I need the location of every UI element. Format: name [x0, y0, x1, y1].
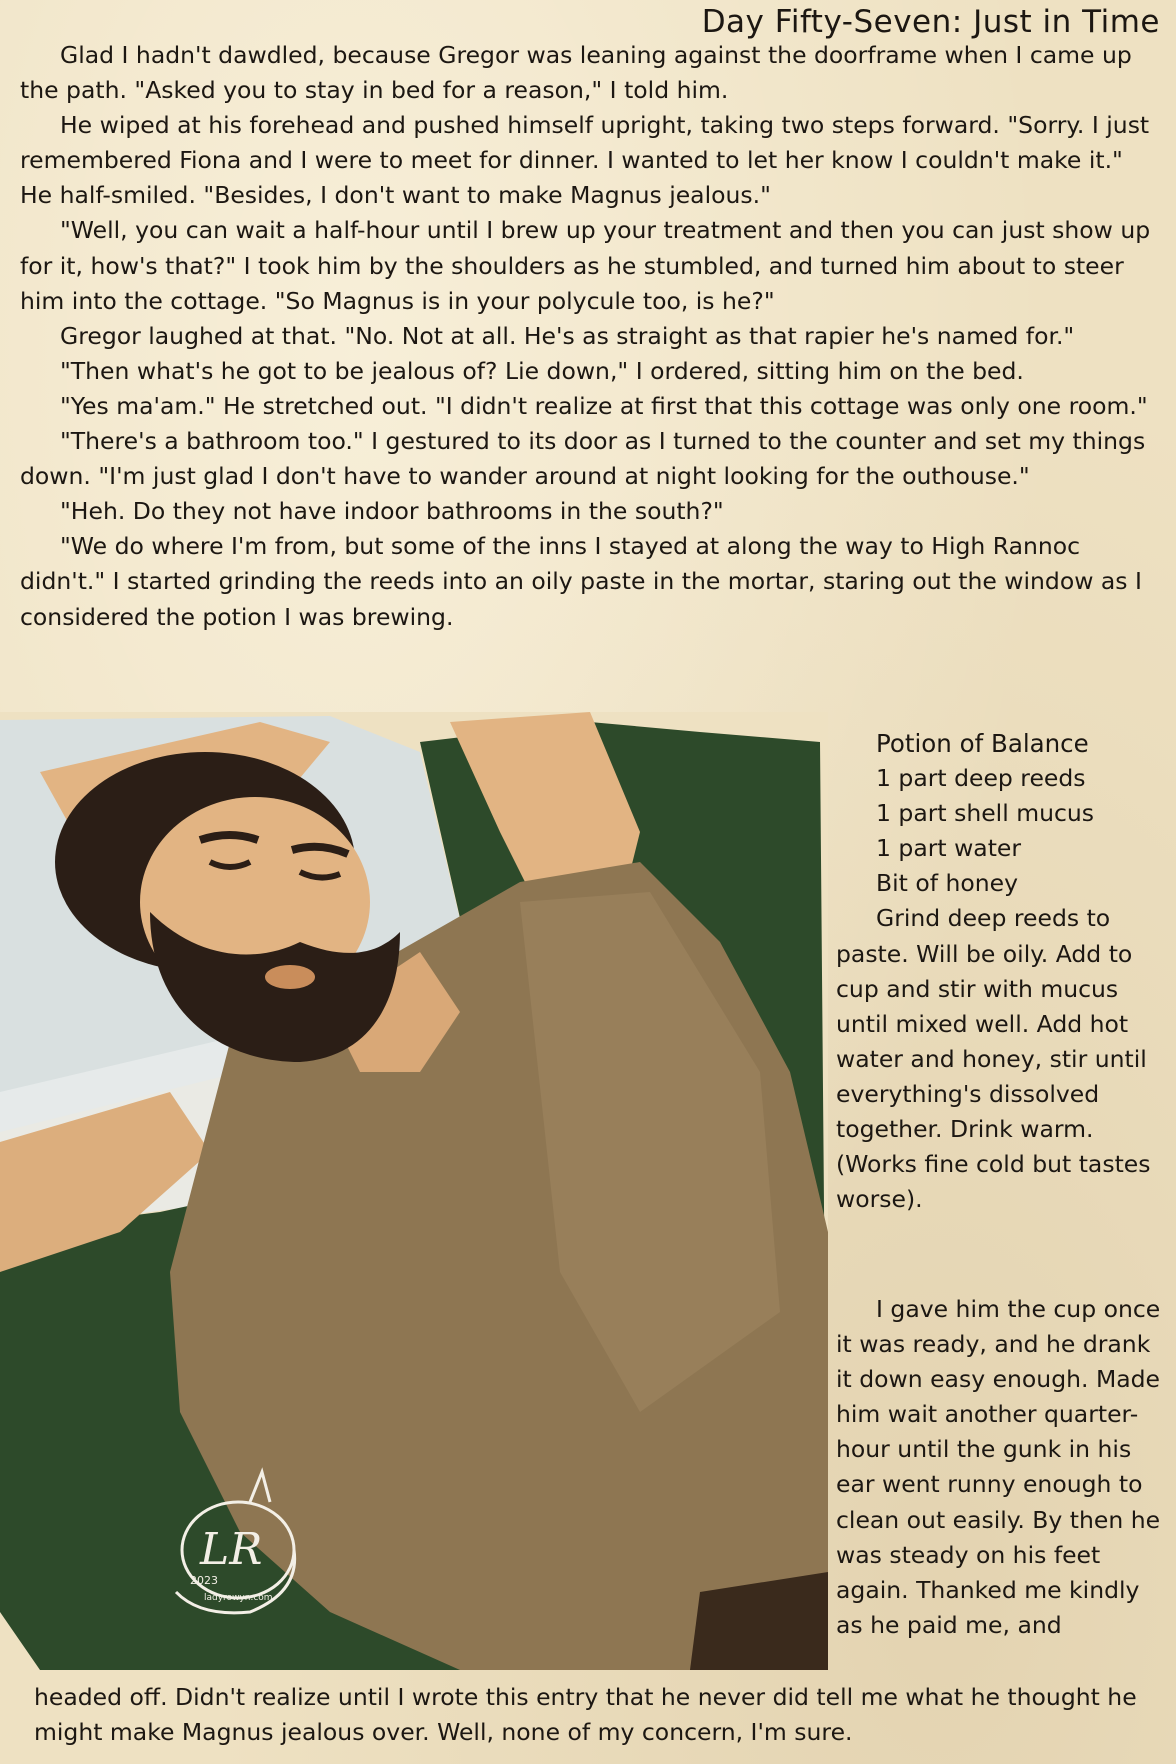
- recipe-instructions: Grind deep reeds to paste. Will be oily. Add to cup and stir with mucus until mixed well. Add hot water and honey, stir until everything's dissolved together. Drink warm. (Works fine cold but tastes worse).: [836, 904, 1151, 1214]
- signature-year: 2023: [190, 1574, 218, 1587]
- illustration-resting-man: [0, 712, 828, 1670]
- painting: [0, 712, 828, 1670]
- recipe-ingredient: 1 part water: [876, 834, 1022, 863]
- signature-site: ladyrowyn.com: [204, 1593, 273, 1603]
- signature-initials: LR: [200, 1524, 263, 1575]
- story-paragraph: "There's a bathroom too." I gestured to its door as I turned to the counter and set my things down. "I'm just glad I don't have to wander around at night looking for the outhouse.": [20, 427, 1146, 491]
- story-paragraph: "We do where I'm from, but some of the inns I stayed at along the way to High Rannoc didn't." I started grinding the reeds into an oily paste in the mortar, staring out the window as I considered the potion I was brewing.: [20, 532, 1142, 631]
- after-paragraph: I gave him the cup once it was ready, and he drank it down easy enough. Made him wait another quarter-hour until the gunk in his ear went runny enough to clean out easily. By then he was steady on his feet again. Thanked me kindly as he paid me, and: [836, 1295, 1161, 1639]
- story-paragraph: "Heh. Do they not have indoor bathrooms in the south?": [60, 497, 724, 526]
- story-paragraph: "Well, you can wait a half-hour until I brew up your treatment and then you can just show up for it, how's that?" I took him by the shoulders as he stumbled, and turned him about to steer him into the cottage. "So Magnus is in your polycule too, is he?": [20, 216, 1151, 315]
- recipe-ingredient: Bit of honey: [876, 869, 1018, 898]
- after-text: [836, 1292, 1166, 1643]
- story-text: [20, 38, 1160, 635]
- story-paragraph: Gregor laughed at that. "No. Not at all. He's as straight as that rapier he's named for.": [60, 321, 1075, 350]
- ending-paragraph: headed off. Didn't realize until I wrote this entry that he never did tell me what he thought he might make Magnus jealous over. Well, none of my concern, I'm sure.: [34, 1683, 1137, 1747]
- page-title: Day Fifty-Seven: Just in Time: [701, 4, 1160, 40]
- recipe-box: [836, 726, 1166, 1217]
- story-paragraph: He wiped at his forehead and pushed himself upright, taking two steps forward. "Sorry. I just remembered Fiona and I were to meet for dinner. I wanted to let her know I couldn't make it." He half-smiled. "Besides, I don't want to make Magnus jealous.": [20, 111, 1150, 210]
- ending-text: [34, 1680, 1164, 1750]
- story-paragraph: "Yes ma'am." He stretched out. "I didn't realize at first that this cottage was only one room.": [60, 391, 1148, 420]
- recipe-ingredient: 1 part shell mucus: [876, 799, 1095, 828]
- mouth: [265, 965, 315, 989]
- story-paragraph: Glad I hadn't dawdled, because Gregor was leaning against the doorframe when I came up the path. "Asked you to stay in bed for a reason," I told him.: [20, 41, 1132, 105]
- story-paragraph: "Then what's he got to be jealous of? Lie down," I ordered, sitting him on the bed.: [60, 356, 1024, 385]
- recipe-ingredient: 1 part deep reeds: [876, 764, 1086, 793]
- recipe-title: Potion of Balance: [876, 729, 1089, 758]
